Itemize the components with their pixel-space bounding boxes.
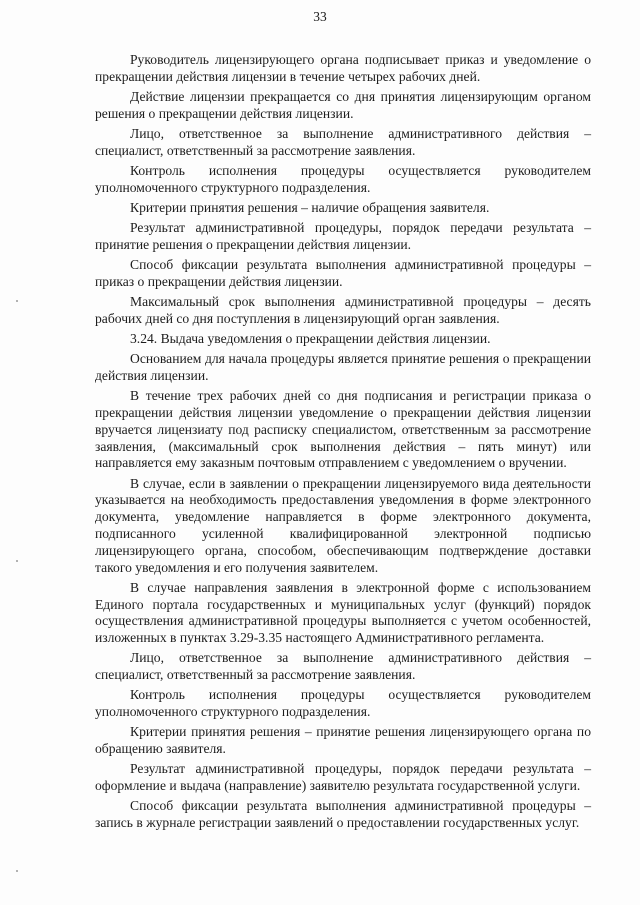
scan-speck xyxy=(16,560,18,562)
paragraph: Результат административной процедуры, порядок передачи результата – принятие решения о прекращении действия лицензии. xyxy=(95,220,591,252)
section-heading: 3.24. Выдача уведомления о прекращении действия лицензии. xyxy=(130,331,491,347)
body-text xyxy=(95,52,591,835)
paragraph: Контроль исполнения процедуры осуществляется руководителем уполномоченного структурного подразделения. xyxy=(95,687,591,720)
scan-speck xyxy=(16,300,18,302)
paragraph: Способ фиксации результата выполнения административной процедуры – запись в журнале регистрации заявлений о предоставлении государственных услуг. xyxy=(95,798,591,831)
paragraph: Результат административной процедуры, порядок передачи результата – оформление и выдача (направление) заявителю результата государственной услуги. xyxy=(95,761,591,794)
paragraph: Максимальный срок выполнения административной процедуры – десять рабочих дней со дня поступления в лицензирующий орган заявления. xyxy=(95,294,591,326)
paragraph: В случае, если в заявлении о прекращении лицензируемого вида деятельности указывается на необходимость предоставления уведомления в форме электронного документа, уведомление направляется в форме электронного документа, подписанного усиленной квалифицированной электронной подписью лицензирующего органа, способом, обеспечивающим подтверждение доставки такого уведомления и его получения заявителем. xyxy=(95,475,591,575)
paragraph: Критерии принятия решения – наличие обращения заявителя. xyxy=(130,199,490,215)
paragraph: Основанием для начала процедуры является принятие решения о прекращении действия лицензии. xyxy=(95,351,591,384)
paragraph: Действие лицензии прекращается со дня принятия лицензирующим органом решения о прекращении действия лицензии. xyxy=(95,88,591,121)
paragraph: Лицо, ответственное за выполнение административного действия – специалист, ответственный за рассмотрение заявления. xyxy=(95,125,591,158)
paragraph: В течение трех рабочих дней со дня подписания и регистрации приказа о прекращении действия лицензии уведомление о прекращении действия лицензии вручается лицензиату под расписку специалистом, ответственным за рассмотрение заявления, (максимальный срок выполнения действия – пять минут) или направляется ему заказным почтовым отправлением с уведомлением о вручении. xyxy=(95,388,591,471)
scan-speck xyxy=(16,870,18,872)
page-number: 33 xyxy=(313,9,327,24)
paragraph: Лицо, ответственное за выполнение административного действия – специалист, ответственный за рассмотрение заявления. xyxy=(95,650,591,683)
paragraph: В случае направления заявления в электронной форме с использованием Единого портала государственных и муниципальных услуг (функций) порядок осуществления административной процедуры выполняется с учетом особенностей, изложенных в пунктах 3.29-3.35 настоящего Административного регламента. xyxy=(95,579,591,646)
paragraph: Способ фиксации результата выполнения административной процедуры – приказ о прекращении действия лицензии. xyxy=(95,257,591,289)
paragraph: Критерии принятия решения – принятие решения лицензирующего органа по обращению заявителя. xyxy=(95,724,591,757)
paragraph: Руководитель лицензирующего органа подписывает приказ и уведомление о прекращении действия лицензии в течение четырех рабочих дней. xyxy=(95,52,591,84)
paragraph: Контроль исполнения процедуры осуществляется руководителем уполномоченного структурного подразделения. xyxy=(95,162,591,195)
